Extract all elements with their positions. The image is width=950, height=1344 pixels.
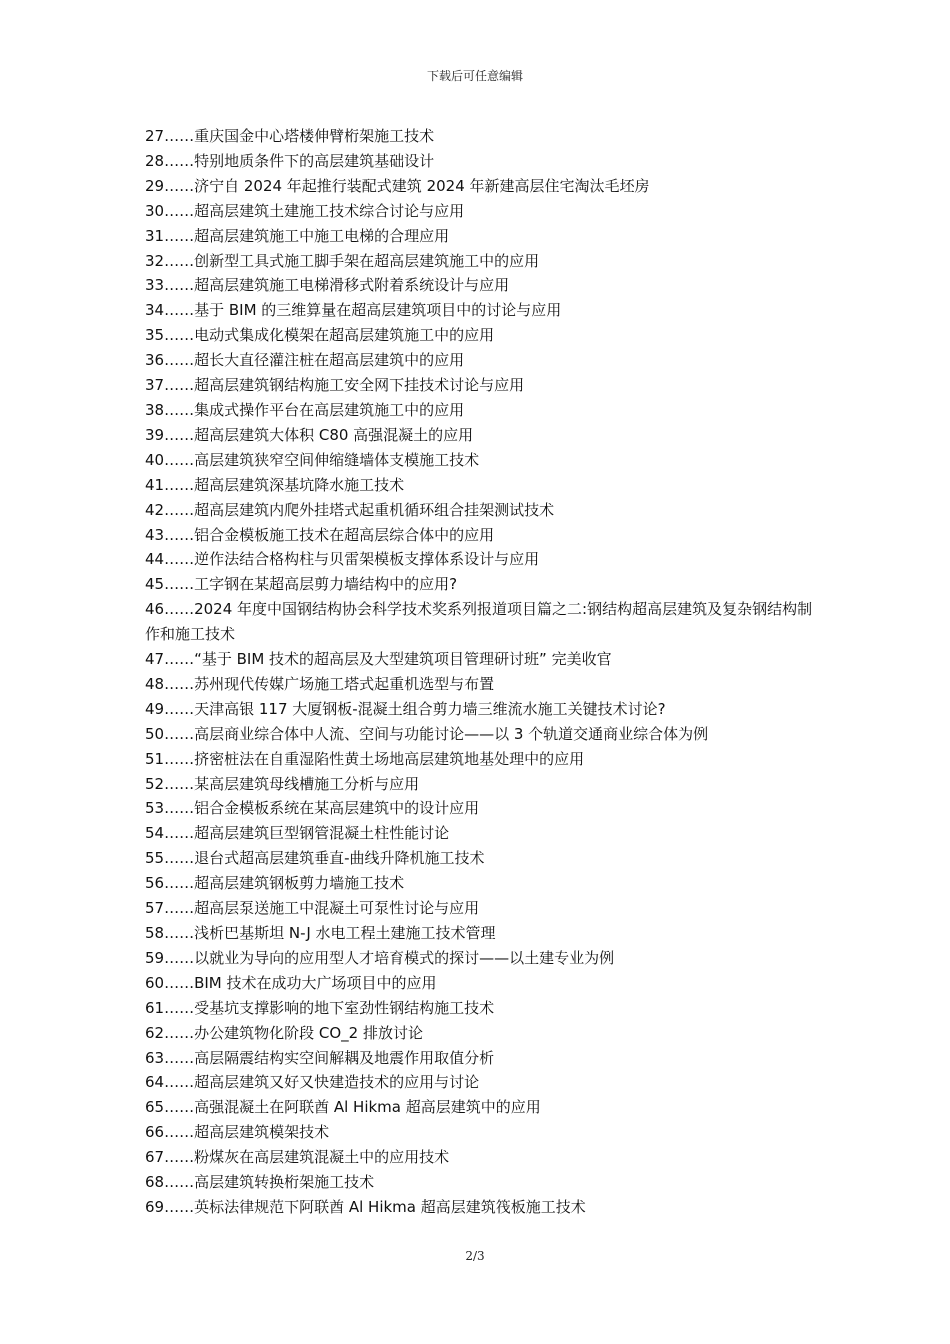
list-item: 42……超高层建筑内爬外挂塔式起重机循环组合挂架测试技术 <box>145 500 555 519</box>
list-item: 58……浅析巴基斯坦 N-J 水电工程土建施工技术管理 <box>145 924 496 942</box>
list-item: 50……高层商业综合体中人流、空间与功能讨论——以 3 个轨道交通商业综合体为例 <box>145 724 709 743</box>
list-item: 39……超高层建筑大体积 C80 高强混凝土的应用 <box>145 425 474 444</box>
list-item: 29……济宁自 2024 年起推行装配式建筑 2024 年新建高层住宅淘汰毛坯房 <box>145 176 650 195</box>
page-number: 2/3 <box>465 1249 485 1263</box>
list-item: 57……超高层泵送施工中混凝土可泵性讨论与应用 <box>145 899 480 918</box>
list-item: 44……逆作法结合格构柱与贝雷架模板支撑体系设计与应用 <box>145 550 540 569</box>
list-item: 62……办公建筑物化阶段 CO_2 排放讨论 <box>145 1023 423 1042</box>
list-item: 32……创新型工具式施工脚手架在超高层建筑施工中的应用 <box>145 251 540 270</box>
list-item: 38……集成式操作平台在高层建筑施工中的应用 <box>145 400 465 419</box>
list-item: 30……超高层建筑土建施工技术综合讨论与应用 <box>145 201 465 220</box>
list-item: 43……铝合金模板施工技术在超高层综合体中的应用 <box>145 525 495 544</box>
list-item: 46……2024 年度中国钢结构协会科学技术奖系列报道项目篇之二:钢结构超高层建筑及复杂钢结构制作和施工技术 <box>145 600 813 644</box>
list-item: 34……基于 BIM 的三维算量在超高层建筑项目中的讨论与应用 <box>145 301 562 320</box>
list-item: 61……受基坑支撑影响的地下室劲性钢结构施工技术 <box>145 998 495 1017</box>
page-header: 下载后可任意编辑 <box>426 69 523 83</box>
list-item: 47……“基于 BIM 技术的超高层及大型建筑项目管理研讨班” 完美收官 <box>145 650 612 669</box>
list-item: 68……高层建筑转换桁架施工技术 <box>145 1173 375 1192</box>
list-item: 60……BIM 技术在成功大广场项目中的应用 <box>145 973 437 992</box>
list-item: 27……重庆国金中心塔楼伸臂桁架施工技术 <box>145 127 435 145</box>
list-item: 28……特别地质条件下的高层建筑基础设计 <box>145 151 435 170</box>
list-item: 48……苏州现代传媒广场施工塔式起重机选型与布置 <box>145 674 495 693</box>
list-item: 65……高强混凝土在阿联酋 Al Hikma 超高层建筑中的应用 <box>145 1098 541 1117</box>
list-item: 56……超高层建筑钢板剪力墙施工技术 <box>145 874 405 893</box>
list-item: 52……某高层建筑母线槽施工分析与应用 <box>145 774 420 793</box>
list-item: 35……电动式集成化模架在超高层建筑施工中的应用 <box>145 326 495 345</box>
list-item: 66……超高层建筑模架技术 <box>145 1123 330 1142</box>
list-item: 33……超高层建筑施工电梯滑移式附着系统设计与应用 <box>145 276 510 295</box>
list-item: 49……天津高银 117 大厦钢板-混凝土组合剪力墙三维流水施工关键技术讨论? <box>145 699 666 718</box>
list-item: 51……挤密桩法在自重湿陷性黄土场地高层建筑地基处理中的应用 <box>145 749 585 768</box>
list-item: 40……高层建筑狭窄空间伸缩缝墙体支模施工技术 <box>145 450 480 469</box>
article-list <box>145 124 825 1220</box>
list-item: 59……以就业为导向的应用型人才培育模式的探讨——以土建专业为例 <box>145 948 615 967</box>
list-item: 41……超高层建筑深基坑降水施工技术 <box>145 475 405 494</box>
list-item: 37……超高层建筑钢结构施工安全网下挂技术讨论与应用 <box>145 376 525 395</box>
list-item: 36……超长大直径灌注桩在超高层建筑中的应用 <box>145 351 465 370</box>
list-item: 69……英标法律规范下阿联酋 Al Hikma 超高层建筑筏板施工技术 <box>145 1197 586 1216</box>
list-item: 45……工字钢在某超高层剪力墙结构中的应用? <box>145 575 458 594</box>
list-item: 54……超高层建筑巨型钢管混凝土柱性能讨论 <box>145 824 450 843</box>
list-item: 31……超高层建筑施工中施工电梯的合理应用 <box>145 226 450 245</box>
list-item: 64……超高层建筑又好又快建造技术的应用与讨论 <box>145 1073 480 1092</box>
list-item: 55……退台式超高层建筑垂直-曲线升降机施工技术 <box>145 849 485 868</box>
list-item: 53……铝合金模板系统在某高层建筑中的设计应用 <box>145 799 480 818</box>
list-item: 63……高层隔震结构实空间解耦及地震作用取值分析 <box>145 1048 495 1067</box>
list-item: 67……粉煤灰在高层建筑混凝土中的应用技术 <box>145 1148 450 1167</box>
